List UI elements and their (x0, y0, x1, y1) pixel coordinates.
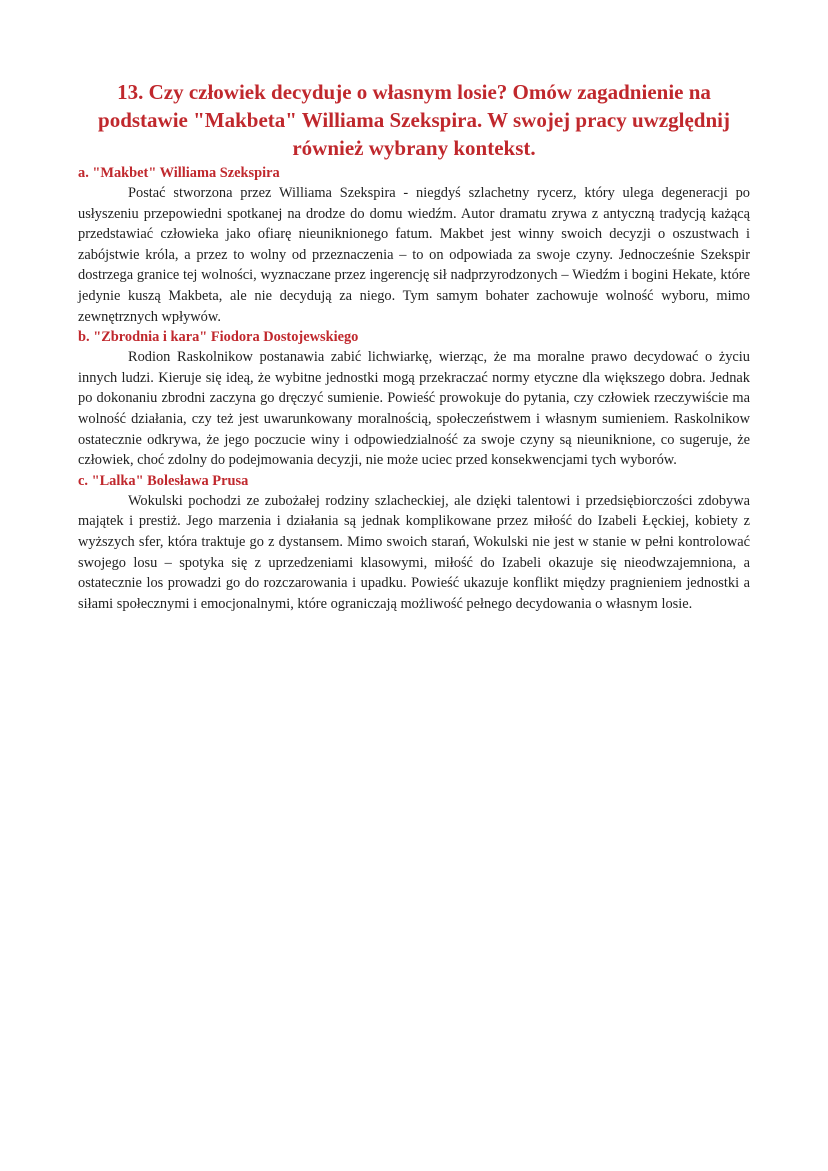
document-title: 13. Czy człowiek decyduje o własnym losie? Omów zagadnienie na podstawie "Makbeta" Williama Szekspira. W swojej pracy uwzględnij również wybrany kontekst. (98, 80, 730, 160)
section-heading: b. "Zbrodnia i kara" Fiodora Dostojewskiego (78, 329, 359, 346)
section-makbet (78, 163, 750, 327)
section-paragraph: Postać stworzona przez Williama Szekspira - niegdyś szlachetny rycerz, który ulega degeneracji po usłyszeniu przepowiedni spotkanej na drodze do domu wiedźm. Autor dramatu zrywa z antyczną tradycją każącą przedstawiać człowieka jako ofiarę nieuniknionego fatum. Makbet jest winny swoich decyzji o oszustwach i zabójstwie króla, a przez to wolny od przeznaczenia – to on odpowiada za swoje czyny. Jednocześnie Szekspir dostrzega granice tej wolności, wyznaczane przez ingerencję sił nadprzyrodzonych – Wiedźm i bogini Hekate, które jedynie kuszą Makbeta, ale nie decydują za niego. Tym samym bohater zachowuje wolność wyboru, mimo zewnętrznych wpływów. (78, 185, 750, 325)
section-lalka (78, 471, 750, 615)
section-paragraph: Rodion Raskolnikow postanawia zabić lichwiarkę, wierząc, że ma moralne prawo decydować o życiu innych ludzi. Kieruje się ideą, że wybitne jednostki mogą przekraczać normy etyczne dla większego dobra. Jednak po dokonaniu zbrodni zaczyna go dręczyć sumienie. Powieść prowokuje do pytania, czy człowiek rzeczywiście ma wolność działania, czy też jest uwarunkowany moralnością, społeczeństwem i własnym sumieniem. Raskolnikow ostatecznie odkrywa, że jego poczucie winy i odpowiedzialność za swoje czyny są nieuniknione, co sugeruje, że człowiek, choć zdolny do podejmowania decyzji, nie może uciec przed konsekwencjami tych wyborów. (78, 349, 750, 469)
section-paragraph: Wokulski pochodzi ze zubożałej rodziny szlacheckiej, ale dzięki talentowi i przedsiębiorczości zdobywa majątek i prestiż. Jego marzenia i działania są jednak komplikowane przez miłość do Izabeli Łęckiej, kobiety z wyższych sfer, która traktuje go z dystansem. Mimo swoich starań, Wokulski nie jest w stanie w pełni kontrolować swojego losu – spotyka się z uprzedzeniami klasowymi, miłość do Izabeli okazuje się nieodwzajemniona, a ostatecznie los prowadzi go do rozczarowania i upadku. Powieść ukazuje konflikt między pragnieniem jednostki a siłami społecznymi i emocjonalnymi, które ograniczają możliwość pełnego decydowania o własnym losie. (78, 492, 750, 612)
document-page (78, 78, 750, 614)
section-heading: a. "Makbet" Williama Szekspira (78, 165, 280, 181)
section-heading: c. "Lalka" Bolesława Prusa (78, 472, 249, 489)
section-zbrodnia-i-kara (78, 327, 750, 471)
